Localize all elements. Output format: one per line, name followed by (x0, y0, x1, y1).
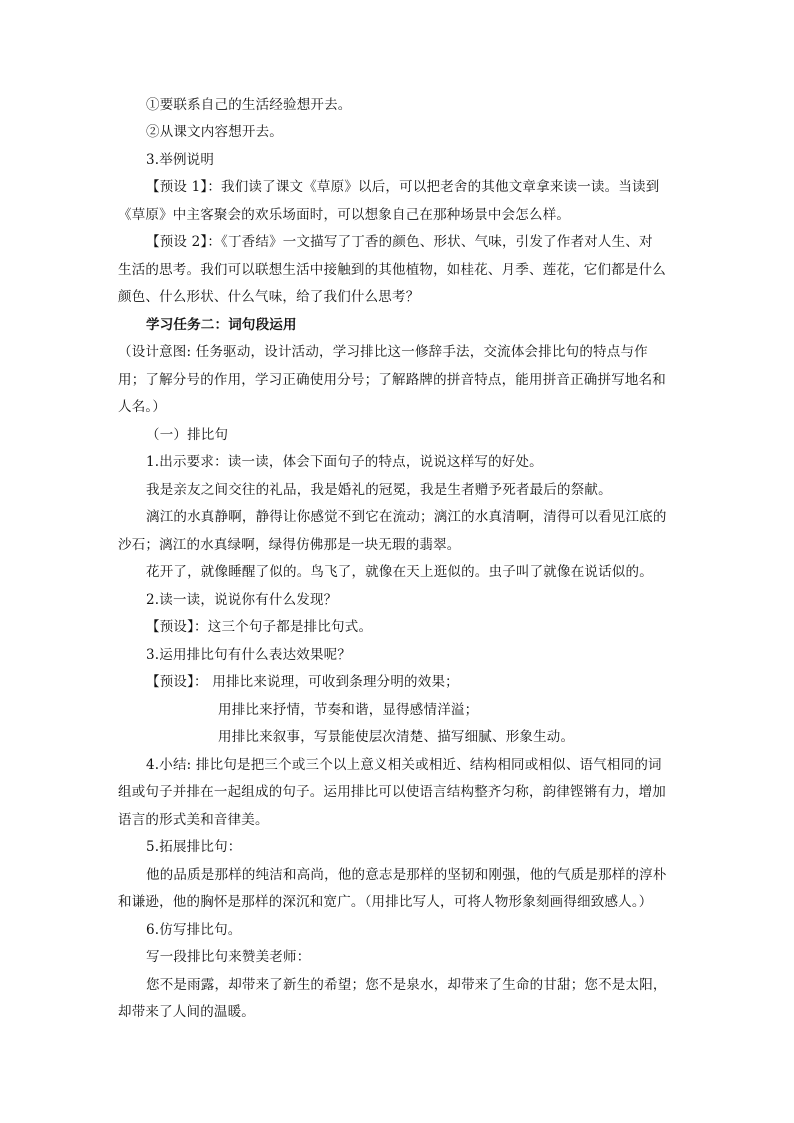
preset-2-line-2: 生活的思考。我们可以联想生活中接触到的其他植物，如桂花、月季、莲花，它们都是什么 (118, 262, 666, 278)
extend-line-2: 和谦逊，他的胸怀是那样的深沉和宽广。（用排比写人，可将人物形象刻画得细致感人。） (118, 894, 653, 910)
hint-line-2: ②从课文内容想开去。 (146, 124, 283, 140)
hint-line-1: ①要联系自己的生活经验想开去。 (146, 97, 352, 113)
design-intent-line-2: 用；了解分号的作用，学习正确使用分号；了解路牌的拼音特点，能用拼音正确拼写地名和 (118, 372, 666, 388)
question-3: 3.运用排比句有什么表达效果呢？ (146, 647, 352, 663)
question-2: 2.读一读，说说你有什么发现？ (146, 592, 338, 608)
preset-1-line-2: 《草原》中主客聚会的欢乐场面时，可以想象自己在那种场景中会怎么样。 (118, 207, 571, 223)
preset-1-line-1: 【预设 1】：我们读了课文《草原》以后，可以把老舍的其他文章拿来读一读。当读到 (146, 179, 660, 195)
subsection-heading: （一）排比句 (146, 427, 229, 443)
imitate-heading: 6.仿写排比句。 (146, 922, 242, 938)
design-intent-line-3: 人名。） (118, 399, 167, 415)
summary-line-2: 组或句子并排在一起组成的句子。运用排比可以使语言结构整齐匀称，韵律铿锵有力，增加 (118, 784, 666, 800)
imitate-example-line-1: 您不是雨露，却带来了新生的希望；您不是泉水，却带来了生命的甘甜；您不是太阳， (146, 977, 667, 993)
task-2-heading: 学习任务二：词句段运用 (146, 317, 297, 333)
summary-line-3: 语言的形式美和音律美。 (118, 812, 269, 828)
requirement-line: 1.出示要求：读一读，体会下面句子的特点，说说这样写的好处。 (146, 454, 543, 470)
example-line-1: 我是亲友之间交往的礼品，我是婚礼的冠冕，我是生者赠予死者最后的祭献。 (146, 482, 612, 498)
preset-2-line-3: 颜色、什么形状、什么气味，给了我们什么思考？ (118, 289, 420, 305)
preset-answer-3-line-1: 【预设】： 用排比来说理，可收到条理分明的效果； (146, 674, 459, 690)
preset-2-line-1: 【预设 2】：《丁香结》一文描写了丁香的颜色、形状、气味，引发了作者对人生、对 (146, 234, 653, 250)
example-line-2a: 漓江的水真静啊，静得让你感觉不到它在流动；漓江的水真清啊，清得可以看见江底的 (146, 509, 667, 525)
section-heading-3: 3.举例说明 (146, 152, 215, 168)
example-line-3: 花开了，就像睡醒了似的。鸟飞了，就像在天上逛似的。虫子叫了就像在说话似的。 (146, 564, 653, 580)
preset-answer-3-line-3: 用排比来叙事，写景能使层次清楚、描写细腻、形象生动。 (218, 729, 575, 745)
imitate-instruction: 写一段排比句来赞美老师： (146, 949, 311, 965)
design-intent-line-1: （设计意图: 任务驱动，设计活动，学习排比这一修辞手法，交流体会排比句的特点与作 (118, 344, 648, 360)
imitate-example-line-2: 却带来了人间的温暖。 (118, 1004, 255, 1020)
summary-line-1: 4.小结: 排比句是把三个或三个以上意义相关或相近、结构相同或相似、语气相同的词 (146, 757, 662, 773)
example-line-2b: 沙石；漓江的水真绿啊，绿得仿佛那是一块无瑕的翡翠。 (118, 537, 461, 553)
extend-line-1: 他的品质是那样的纯洁和高尚，他的意志是那样的坚韧和刚强，他的气质是那样的淳朴 (146, 867, 667, 883)
preset-answer-2: 【预设】：这三个句子都是排比句式。 (146, 619, 373, 635)
preset-answer-3-line-2: 用排比来抒情，节奏和谐，显得感情洋溢； (218, 702, 479, 718)
extend-heading: 5.拓展排比句： (146, 839, 242, 855)
